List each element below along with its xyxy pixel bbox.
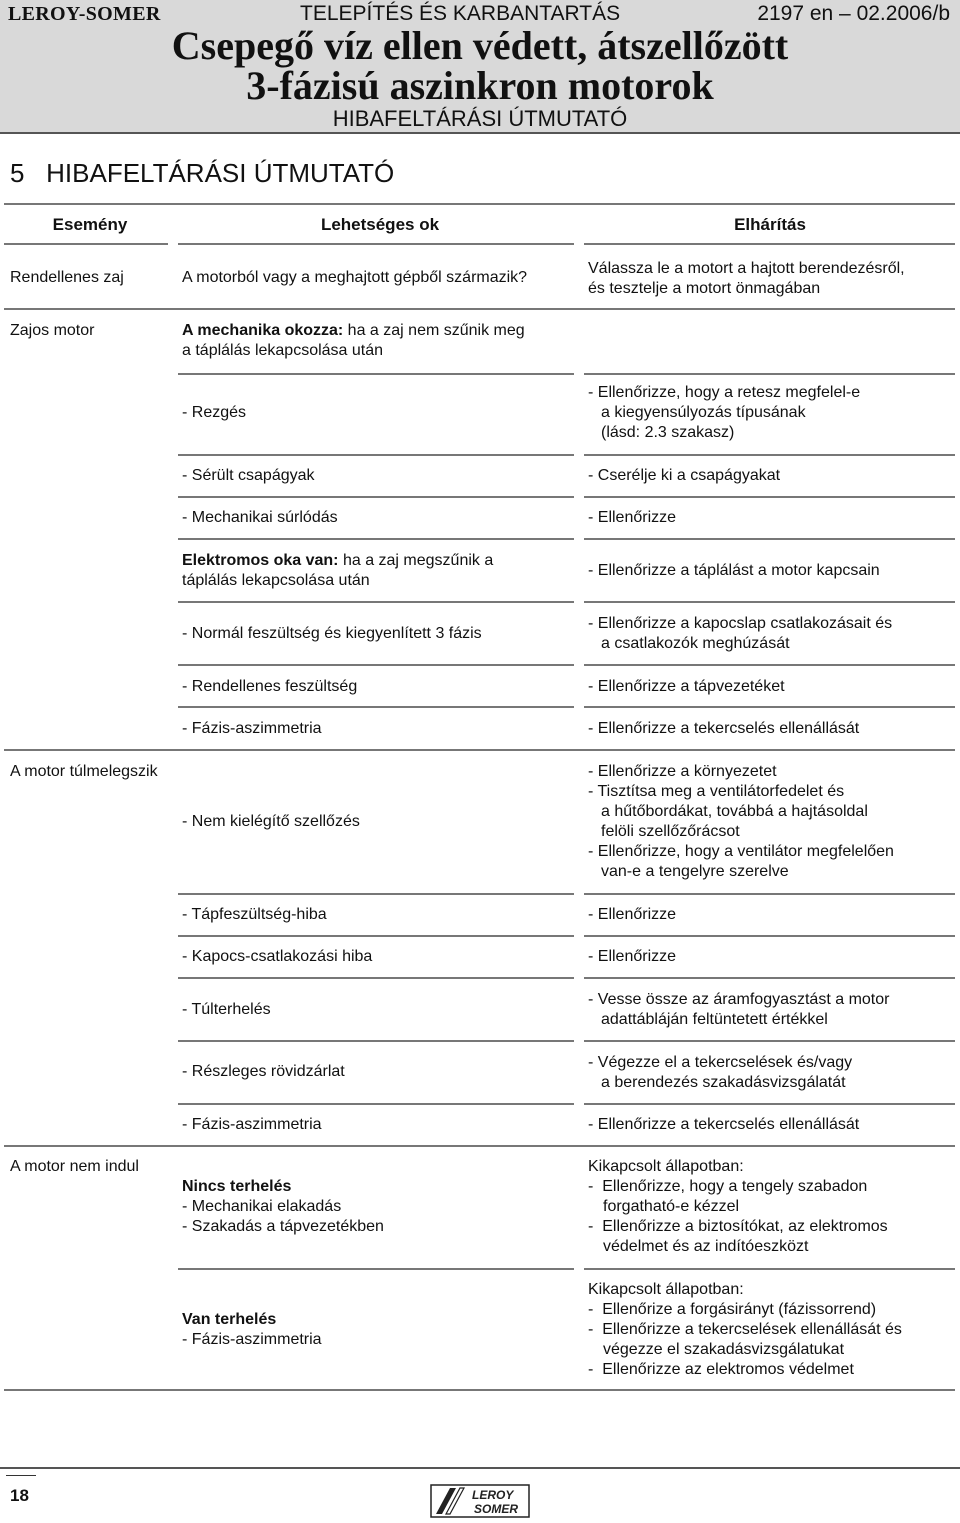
- cause-elektromos-line2: táplálás lekapcsolása után: [182, 572, 370, 589]
- cause-van-1: - Fázis-aszimmetria: [182, 1331, 322, 1348]
- fix-rezges-3: (lásd: 2.3 szakasz): [601, 424, 735, 441]
- cause-nincs-1: - Mechanikai elakadás: [182, 1198, 342, 1215]
- cause-mechanika-line2: a táplálás lekapcsolása után: [182, 342, 384, 359]
- cause-elektromos: [182, 551, 493, 571]
- fix-szellozes-4: felöli szellőzőrácsot: [601, 823, 740, 840]
- row-rule: [178, 893, 574, 895]
- row-rule: [584, 601, 955, 603]
- column-header-cause: Lehetséges ok: [320, 215, 440, 234]
- section-title: 5 HIBAFELTÁRÁSI ÚTMUTATÓ: [10, 158, 395, 188]
- fix-van-3: - Ellenőrizze a tekercselések ellenállását és: [588, 1321, 902, 1338]
- cause-rendellenes-fesz: - Rendellenes feszültség: [182, 678, 358, 695]
- leroy-somer-logo-icon: [430, 1484, 530, 1518]
- header-divider: [0, 132, 960, 134]
- row-rule: [584, 1103, 955, 1105]
- fix-tulterheles-2: adattábláján feltüntetett értékkel: [601, 1011, 828, 1028]
- event-nem-indul: A motor nem indul: [10, 1158, 139, 1175]
- cause-normal: - Normál feszültség és kiegyenlített 3 fázis: [182, 625, 482, 642]
- row-rule: [584, 977, 955, 979]
- row-rule: [4, 1389, 955, 1391]
- row-rule: [178, 1103, 574, 1105]
- cause-szellozes: - Nem kielégítő szellőzés: [182, 813, 360, 830]
- row-rule: [178, 373, 574, 375]
- document-subtitle: HIBAFELTÁRÁSI ÚTMUTATÓ: [332, 106, 628, 131]
- fix-elektromos: - Ellenőrizze a táplálást a motor kapcsain: [588, 562, 880, 579]
- cause-mechanika-rest: ha a zaj nem szűnik meg: [343, 322, 525, 339]
- fix-rendellenes-fesz: - Ellenőrizze a tápvezetéket: [588, 678, 785, 695]
- row-rule: [178, 664, 574, 666]
- fix-van-1: Kikapcsolt állapotban:: [588, 1281, 744, 1298]
- row-rule: [584, 935, 955, 937]
- header-rule-cause2: [178, 243, 574, 245]
- row-rule: [178, 1040, 574, 1042]
- fix-szellozes-1: - Ellenőrizze a környezetet: [588, 763, 777, 780]
- fix-van-5: - Ellenőrizze az elektromos védelmet: [588, 1361, 854, 1378]
- fix-rovidzarlat-1: - Végezze el a tekercselések és/vagy: [588, 1054, 853, 1071]
- fix-rovidzarlat-2: a berendezés szakadásvizsgálatát: [601, 1074, 846, 1091]
- cause-rovidzarlat: - Részleges rövidzárlat: [182, 1063, 345, 1080]
- row-rule: [178, 601, 574, 603]
- cause-surlodas: - Mechanikai súrlódás: [182, 509, 338, 526]
- row-rule: [584, 538, 955, 540]
- cause-kapocs: - Kapocs-csatlakozási hiba: [182, 948, 373, 965]
- header-rule-fix: [584, 243, 955, 245]
- cause-tulterheles: - Túlterhelés: [182, 1001, 271, 1018]
- event-rendellenes-zaj: Rendellenes zaj: [10, 269, 124, 286]
- row-rule: [4, 749, 955, 751]
- page-number: 18: [10, 1486, 29, 1505]
- row-rule: [4, 308, 955, 310]
- row-rule: [584, 664, 955, 666]
- fix-surlodas: - Ellenőrizze: [588, 509, 677, 526]
- cause-mechanika-bold: A mechanika okozza:: [182, 322, 344, 339]
- column-header-fix: Elhárítás: [734, 215, 806, 234]
- row-rule: [178, 977, 574, 979]
- header-rule-event: [4, 203, 955, 205]
- row-rule: [584, 706, 955, 708]
- fix-szellozes-2: - Tisztítsa meg a ventilátorfedelet és: [588, 783, 845, 800]
- leroy-somer-logo: [430, 1484, 530, 1523]
- document-reference: 2197 en – 02.2006/b: [757, 2, 950, 25]
- fix-szellozes-3: a hűtőbordákat, továbbá a hajtásoldal: [601, 803, 868, 820]
- fix-normal-2: a csatlakozók meghúzását: [601, 635, 790, 652]
- row-rule: [4, 1145, 955, 1147]
- fix-nincs-1: Kikapcsolt állapotban:: [588, 1158, 744, 1175]
- cause-rezges: - Rezgés: [182, 404, 247, 421]
- cause-nincs-terheles: Nincs terhelés: [182, 1178, 292, 1195]
- row-rule: [584, 373, 955, 375]
- cause-rendellenes-zaj: A motorból vagy a meghajtott gépből származik?: [182, 269, 528, 286]
- fix-rezges-1: - Ellenőrizze, hogy a retesz megfelel-e: [588, 384, 861, 401]
- document-title-line2: 3-fázisú aszinkron motorok: [246, 63, 714, 108]
- footer-divider: [0, 1467, 960, 1469]
- logo-text-somer: SOMER: [474, 1502, 519, 1516]
- cause-fazis-aszimmetria-2: - Fázis-aszimmetria: [182, 1116, 322, 1133]
- row-rule: [178, 1268, 574, 1270]
- document-title-line1: Csepegő víz ellen védett, átszellőzött: [171, 23, 789, 68]
- fix-fazis-aszimmetria-2: - Ellenőrizze a tekercselés ellenállását: [588, 1116, 860, 1133]
- fix-van-4: végezze el szakadásvizsgálatukat: [603, 1341, 845, 1358]
- row-rule: [584, 893, 955, 895]
- cause-fazis-aszimmetria-1: - Fázis-aszimmetria: [182, 720, 322, 737]
- fix-normal-1: - Ellenőrizze a kapocslap csatlakozásait és: [588, 615, 893, 632]
- cause-csapagy: - Sérült csapágyak: [182, 467, 315, 484]
- cause-van-terheles: Van terhelés: [182, 1311, 277, 1328]
- fix-fazis-aszimmetria-1: - Ellenőrizze a tekercselés ellenállását: [588, 720, 860, 737]
- row-rule: [584, 1040, 955, 1042]
- fix-csapagy: - Cserélje ki a csapágyakat: [588, 467, 781, 484]
- header-rule-cause: [4, 243, 168, 245]
- fix-nincs-2: - Ellenőrizze, hogy a tengely szabadon: [588, 1178, 868, 1195]
- fix-tapfesz: - Ellenőrizze: [588, 906, 677, 923]
- fix-rendellenes-zaj-1: Válassza le a motort a hajtott berendezésről,: [588, 260, 905, 277]
- cause-elektromos-rest: ha a zaj megszűnik a: [338, 552, 494, 569]
- cause-mechanika: [182, 321, 525, 341]
- fix-szellozes-5: - Ellenőrizze, hogy a ventilátor megfelelően: [588, 843, 894, 860]
- row-rule: [178, 538, 574, 540]
- row-rule: [584, 454, 955, 456]
- fix-nincs-4: - Ellenőrizze a biztosítókat, az elektromos: [588, 1218, 888, 1235]
- fix-kapocs: - Ellenőrizze: [588, 948, 677, 965]
- fix-nincs-3: forgatható-e kézzel: [603, 1198, 740, 1215]
- row-rule: [178, 454, 574, 456]
- fix-tulterheles-1: - Vesse össze az áramfogyasztást a motor: [588, 991, 890, 1008]
- page-number-rule: [6, 1475, 36, 1476]
- row-rule: [584, 1268, 955, 1270]
- header-section: TELEPÍTÉS ÉS KARBANTARTÁS: [300, 2, 621, 25]
- row-rule: [178, 935, 574, 937]
- fix-szellozes-6: van-e a tengelyre szerelve: [601, 863, 789, 880]
- cause-tapfesz: - Tápfeszültség-hiba: [182, 906, 327, 923]
- row-rule: [178, 706, 574, 708]
- cause-elektromos-bold: Elektromos oka van:: [182, 552, 339, 569]
- row-rule: [584, 496, 955, 498]
- brand-name: LEROY-SOMER: [8, 3, 161, 25]
- event-tulmelegszik: A motor túlmelegszik: [10, 763, 158, 780]
- row-rule: [178, 496, 574, 498]
- fix-van-2: - Ellenőrize a forgásirányt (fázissorrend): [588, 1301, 877, 1318]
- logo-text-leroy: LEROY: [472, 1488, 514, 1502]
- fix-rendellenes-zaj-2: és tesztelje a motort önmagában: [588, 280, 821, 297]
- fix-nincs-5: védelmet és az indítóeszközt: [603, 1238, 809, 1255]
- fix-rezges-2: a kiegyensúlyozás típusának: [601, 404, 806, 421]
- cause-nincs-2: - Szakadás a tápvezetékben: [182, 1218, 384, 1235]
- column-header-event: Esemény: [52, 215, 128, 234]
- event-zajos-motor: Zajos motor: [10, 322, 95, 339]
